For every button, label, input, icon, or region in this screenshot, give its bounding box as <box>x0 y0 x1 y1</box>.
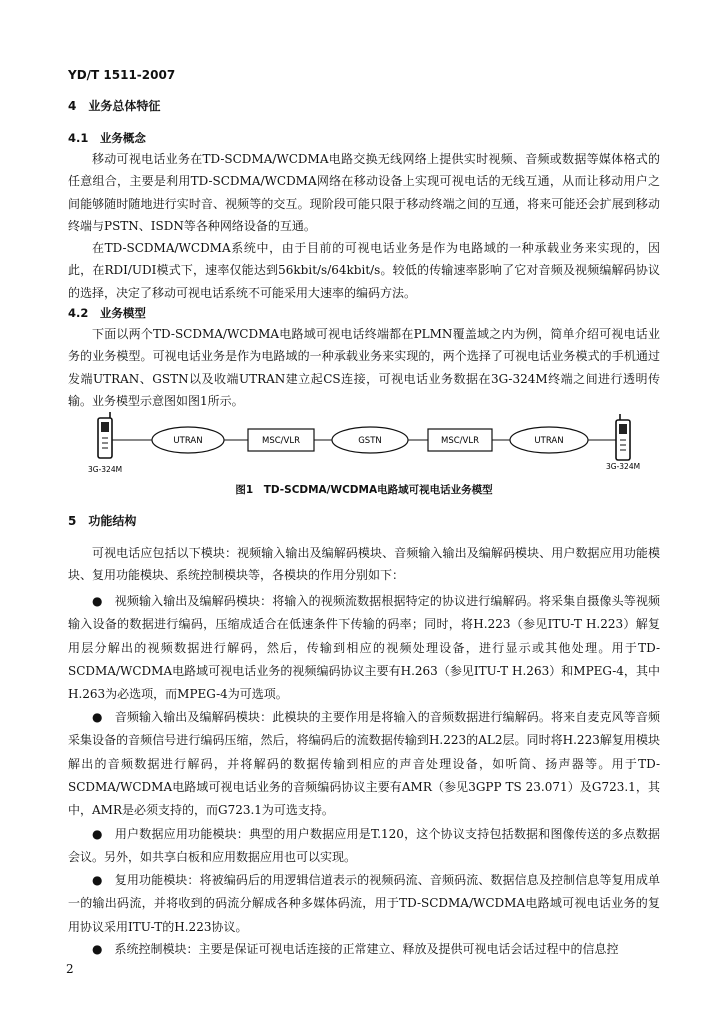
figure-1-caption: 图1 TD-SCDMA/WCDMA电路域可视电话业务模型 <box>235 484 493 496</box>
node-label: GSTN <box>358 436 382 446</box>
terminal-label-right: 3G-324M <box>606 462 641 471</box>
page-number: 2 <box>66 962 74 976</box>
standard-code: YD/T 1511-2007 <box>68 68 176 82</box>
paragraph: 在TD-SCDMA/WCDMA系统中，由于目前的可视电话业务是作为电路域的一种承载业务来实现的，因此，在RDI/UDI模式下，速率仅能达到56kbit/s/64kbit/s。较低的传输速率影响了它对音频及视频编解码协议的选择，决定了移动可视电话系统不可能采用大速率的编码方法。 <box>68 241 660 300</box>
paragraph: 可视电话应包括以下模块：视频输入输出及编解码模块、音频输入输出及编解码模块、用户数据应用功能模块、复用功能模块、系统控制模块等，各模块的作用分别如下： <box>68 546 660 583</box>
node-label: MSC/VLR <box>441 436 479 446</box>
section-4-2-heading: 4.2 业务模型 <box>68 306 146 320</box>
paragraph: 移动可视电话业务在TD-SCDMA/WCDMA电路交换无线网络上提供实时视频、音频或数据等媒体格式的任意组合，主要是利用TD-SCDMA/WCDMA网络在移动设备上实现可视电话的无线互通，从而让移动用户之间能够随时随地进行实时音、视频等的交互。现阶段可能只限于移动终端之间的互通，将来可能还会扩展到移动终端与PSTN、ISDN等各种网络设备的互通。 <box>68 152 660 234</box>
phone-icon-left <box>98 412 112 458</box>
section-4-1-heading: 4.1 业务概念 <box>68 131 146 145</box>
terminal-label-left: 3G-324M <box>88 465 123 474</box>
node-label: UTRAN <box>534 436 564 446</box>
bullet-item: ● 用户数据应用功能模块：典型的用户数据应用是T.120，这个协议支持包括数据和图像传送的多点数据会议。另外，如共享白板和应用数据应用也可以实现。 <box>68 827 660 865</box>
paragraph: 下面以两个TD-SCDMA/WCDMA电路域可视电话终端都在PLMN覆盖域之内为例，简单介绍可视电话业务的业务模型。可视电话业务是作为电路域的一种承载业务来实现的，两个选择了可视电话业务模式的手机通过发端UTRAN、GSTN以及收端UTRAN建立起CS连接，可视电话业务数据在3G-324M终端之间进行透明传输。业务模型示意图如图1所示。 <box>68 327 660 409</box>
node-label: MSC/VLR <box>262 436 300 446</box>
bullet-item: ● 视频输入输出及编解码模块：将输入的视频流数据根据特定的协议进行编解码。将采集自摄像头等视频输入设备的数据进行编码，压缩成适合在低速条件下传输的码率；同时，将H.223（参见ITU-T H.223）解复用层分解出的视频数据进行解码，然后，传输到相应的视频处理设备，进行显示或其他处理。用于TD-SCDMA/WCDMA电路域可视电话业务的视频编码协议主要有H.263（参见ITU-T H.263）和MPEG-4，其中H.263为必选项，而MPEG-4为可选项。 <box>68 594 660 702</box>
node-label: UTRAN <box>173 436 203 446</box>
bullet-item: ● 音频输入输出及编解码模块：此模块的主要作用是将输入的音频数据进行编解码。将来自麦克风等音频采集设备的音频信号进行编码压缩，然后，将编码后的流数据传输到H.223的AL2层。同时将H.223解复用模块解出的音频数据进行解码，并将解码的数据传输到相应的声音处理设备，如听筒、扬声器等。用于TD-SCDMA/WCDMA电路域可视电话业务的音频编码协议主要有AMR（参见3GPP TS 23.071）及G723.1，其中，AMR是必须支持的，而G723.1为可选支持。 <box>68 710 660 818</box>
bullet-item: ● 系统控制模块：主要是保证可视电话连接的正常建立、释放及提供可视电话会话过程中的信息控 <box>92 942 619 956</box>
figure-1-diagram <box>88 412 648 480</box>
section-4-heading: 4 业务总体特征 <box>68 99 161 113</box>
bullet-item: ● 复用功能模块：将被编码后的用逻辑信道表示的视频码流、音频码流、数据信息及控制信息等复用成单一的输出码流，并将收到的码流分解成各种多媒体码流，用于TD-SCDMA/WCDMA电路域可视电话业务的复用协议采用ITU-T的H.223协议。 <box>68 873 660 934</box>
section-5-heading: 5 功能结构 <box>68 514 137 528</box>
phone-icon-right <box>616 414 630 460</box>
